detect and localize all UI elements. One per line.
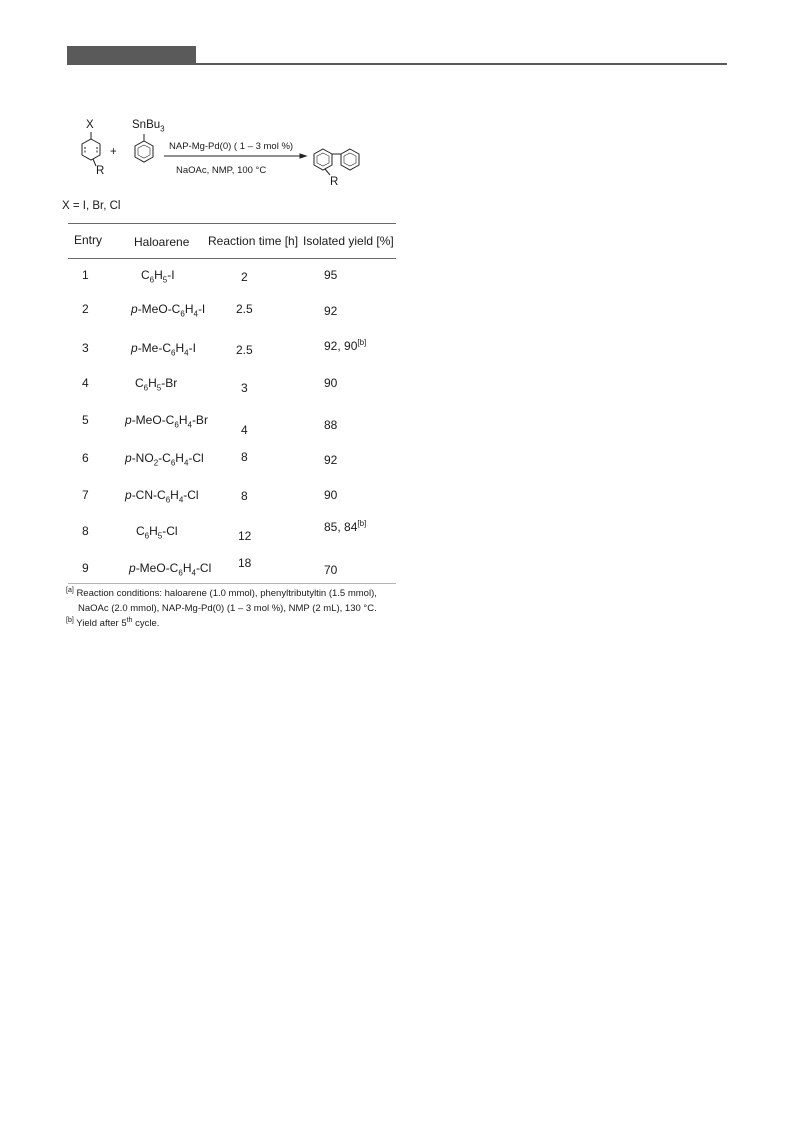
row-7-entry: 7 [82,488,89,502]
row-9-yield: 70 [324,563,338,577]
row-9-haloarene: $p-MeO-C_6H_4-Cl$ [129,561,212,578]
row-3-reaction-time: 2.5 [236,343,253,357]
footnote-a-line1: [a] Reaction conditions: haloarene (1.0 mmol), phenyltributyltin (1.5 mmol), [66,586,377,599]
row-5-yield: 88 [324,418,338,432]
row-2-yield: 92 [324,304,338,318]
header-rule-bottom [68,258,396,259]
footnote-a-line2: NaOAc (2.0 mmol), NAP-Mg-Pd(0) (1 – 3 mol %), NMP (2 mL), 130 °C. [78,603,377,614]
table-bottom-rule [68,583,396,584]
row-4-entry: 4 [82,376,89,390]
row-1-yield: 95 [324,268,338,282]
row-3-yield: 92, 90[b] [324,338,367,353]
header-rule [196,63,727,65]
row-4-haloarene: $C_6H_5-Br$ [135,376,178,393]
row-5-haloarene: $p-MeO-C_6H_4-Br$ [125,413,208,430]
plus-sign: + [110,146,117,158]
row-3-haloarene: $p-Me-C_6H_4-I$ [131,341,196,358]
footnote-b: [b] Yield after 5th cycle. [66,616,160,629]
row-1-entry: 1 [82,268,89,282]
row-8-haloarene: $C_6H_5-Cl$ [136,524,178,541]
row-1-reaction-time: 2 [241,270,248,284]
row-4-reaction-time: 3 [241,381,248,395]
header-reaction-time: Reaction time [h] [208,234,299,248]
table-top-rule [68,223,396,224]
row-7-yield: 90 [324,488,338,502]
row-2-haloarene: $p-MeO-C_6H_4-I$ [131,302,206,319]
row-2-reaction-time: 2.5 [236,302,253,316]
row-9-entry: 9 [82,561,89,575]
header-yield: Isolated yield [%] [303,234,394,248]
row-3-entry: 3 [82,341,89,355]
row-5-entry: 5 [82,413,89,427]
stannane-label: SnBu$_3$ [132,119,165,134]
row-4-yield: 90 [324,376,338,390]
row-7-reaction-time: 8 [241,489,248,503]
row-8-yield: 85, 84[b] [324,519,367,534]
product-r-label: R [330,176,339,188]
row-6-entry: 6 [82,451,89,465]
conditions-top: NAP-Mg-Pd(0) ( 1 – 3 mol %) [169,141,294,152]
row-8-reaction-time: 12 [238,529,252,543]
row-8-entry: 8 [82,524,89,538]
row-5-reaction-time: 4 [241,423,248,437]
header-haloarene: Haloarene [134,235,190,249]
substituent-r-label: R [96,165,105,177]
row-9-reaction-time: 18 [238,556,252,570]
row-6-reaction-time: 8 [241,450,248,464]
reaction-scheme [60,118,400,218]
row-6-haloarene: $p-NO_2-C_6H_4-Cl$ [125,451,204,468]
header-bar [67,46,196,65]
x-definition: X = I, Br, Cl [62,200,121,212]
row-1-haloarene: $C_6H_5-I$ [141,268,175,285]
haloarene-ring [82,139,100,160]
conditions-bottom: NaOAc, NMP, 100 °C [176,165,267,176]
header-entry: Entry [74,233,103,247]
row-2-entry: 2 [82,302,89,316]
row-6-yield: 92 [324,453,338,467]
halogen-x-label: X [86,119,94,131]
row-7-haloarene: $p-CN-C_6H_4-Cl$ [125,488,199,505]
